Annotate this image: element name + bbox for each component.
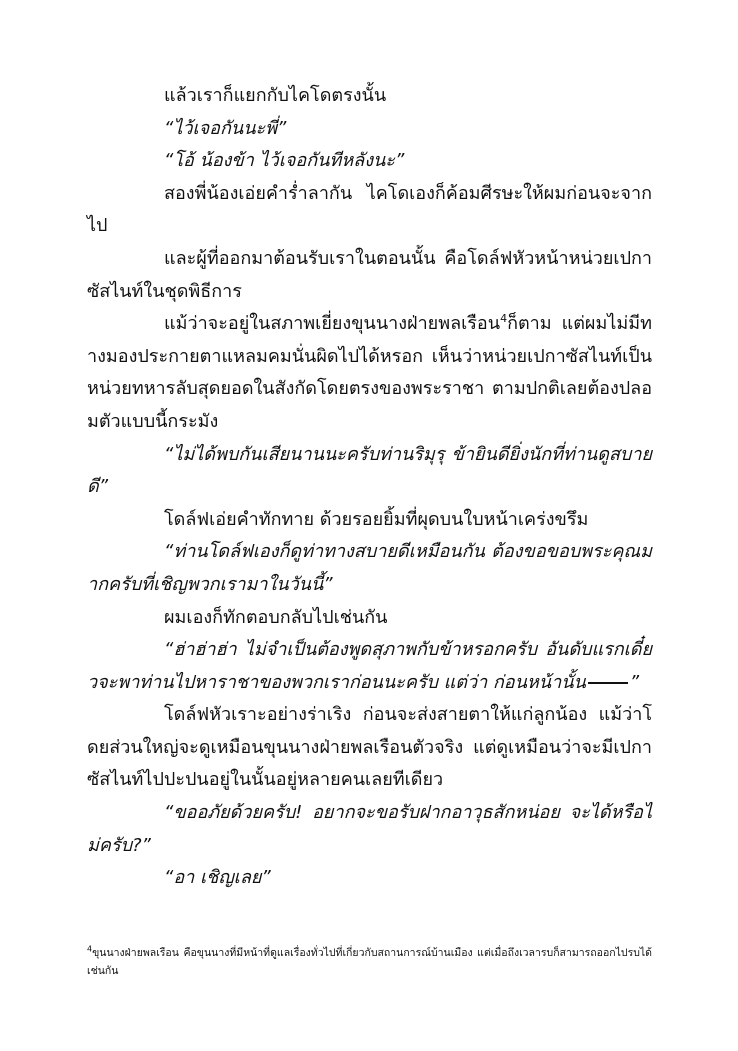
footnote-body: ขุนนางฝ่ายพลเรือน คือขุนนางที่มีหน้าที่ดูแลเรื่องทั่วไปที่เกี่ยวกับสถานการณ์บ้านเมือง แต่เมื่อถึงเวลารบก็สามารถออกไปรบได้เช่นกัน (87, 947, 652, 977)
paragraph-1: แล้วเราก็แยกกับไคโดตรงนั้น (164, 85, 387, 106)
paragraph-2: สองพี่น้องเอ่ยคำร่ำลากัน ไคโดเองก็ค้อมศีรษะให้ผมก่อนจะจากไป (87, 182, 652, 237)
paragraph-4-after: ก็ตาม แต่ผมไม่มีทางมองประกายตาแหลมคมนั่นผิดไปได้หรอก เห็นว่าหน่วยเปกาซัสไนท์เป็นหน่วยทหารลับสุดยอดในสังกัดโดยตรงของพระราชา ตามปกติเลยต้องปลอมตัวแบบนี้กระมัง (87, 313, 652, 432)
paragraph-7: โดล์ฟหัวเราะอย่างร่าเริง ก่อนจะส่งสายตาให้แก่ลูกน้อง แม้ว่าโดยส่วนใหญ่จะดูเหมือนขุนนางฝ่ายพลเรือนตัวจริง แต่ดูเหมือนว่าจะมีเปกาซัสไนท์ไปปะปนอยู่ในนั้นอยู่หลายคนเลยทีเดียว (87, 704, 652, 791)
dialogue-5-text: “ฮ่าฮ่าฮ่า ไม่จำเป็นต้องพูดสุภาพกับข้าหรอกครับ อันดับแรกเดี๋ยวจะพาท่านไปหาราชาของพวกเราก่อนนะครับ แต่ว่า ก่อนหน้านั้น (87, 639, 652, 693)
dialogue-1: “ไว้เจอกันนะพี่” (164, 117, 287, 139)
dialogue-3: “ไม่ได้พบกันเสียนานนะครับท่านริมุรุ ข้ายินดียิ่งนักที่ท่านดูสบายดี” (87, 443, 652, 498)
footnote-text (87, 944, 652, 980)
em-dash-rule (588, 682, 628, 684)
dialogue-5 (87, 634, 652, 699)
body-text (87, 80, 652, 895)
paragraph-3: และผู้ที่ออกมาต้อนรับเราในตอนนั้น คือโดล์ฟหัวหน้าหน่วยเปกาซัสไนท์ในชุดพิธีการ (87, 247, 652, 302)
dialogue-5-close: ” (629, 671, 640, 693)
dialogue-2: “โอ้ น้องข้า ไว้เจอกันทีหลังนะ” (164, 150, 405, 172)
dialogue-7: “อา เชิญเลย” (164, 867, 271, 889)
paragraph-4 (87, 308, 652, 438)
paragraph-5: โดล์ฟเอ่ยคำทักทาย ด้วยรอยยิ้มที่ผุดบนใบหน้าเคร่งขรึม (164, 508, 589, 530)
dialogue-4: “ท่านโดล์ฟเองก็ดูท่าทางสบายดีเหมือนกัน ต้องขอขอบพระคุณมากครับที่เชิญพวกเรามาในวันนี้” (87, 541, 652, 595)
paragraph-4-before: แม้ว่าจะอยู่ในสภาพเยี่ยงขุนนางฝ่ายพลเรือน (164, 313, 501, 335)
footnote-ref[interactable]: 4 (500, 312, 508, 326)
dialogue-6: “ขออภัยด้วยครับ! อยากจะขอรับฝากอาวุธสักหน่อย จะได้หรือไม่ครับ?” (87, 802, 652, 856)
paragraph-6: ผมเองก็ทักตอบกลับไปเช่นกัน (164, 606, 388, 628)
footnote-number: 4 (87, 944, 93, 954)
footnote (87, 944, 652, 980)
